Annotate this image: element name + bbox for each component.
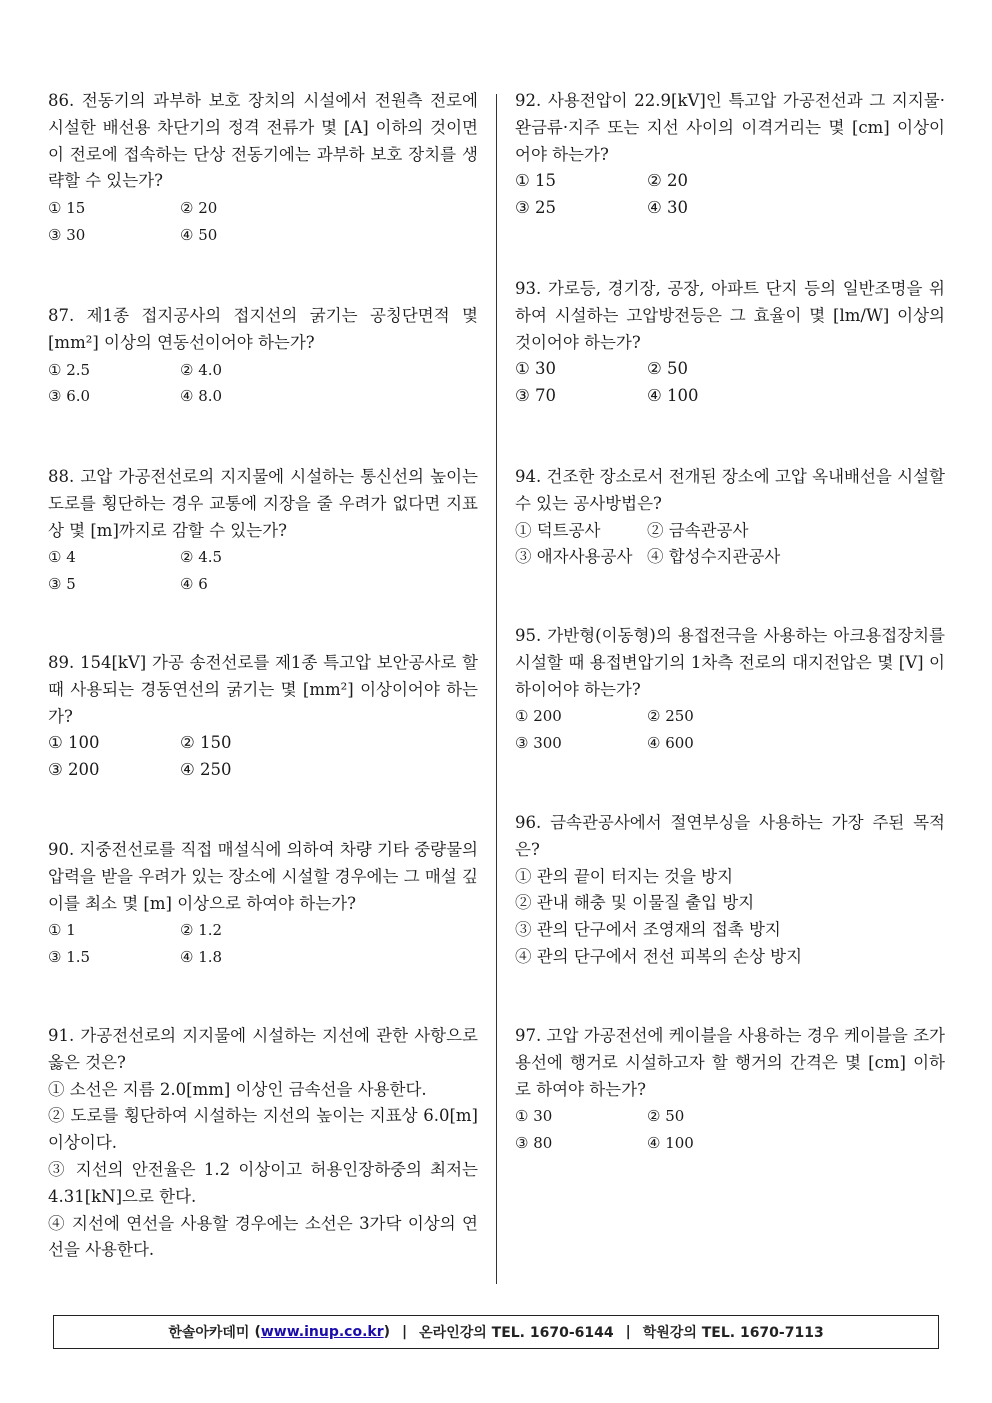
academy-lecture-phone: 학원강의 TEL. 1670-7113 [642, 1325, 824, 1341]
answer-options [515, 864, 945, 971]
answer-options [515, 168, 945, 222]
option-2[interactable]: ② 도로를 횡단하여 시설하는 지선의 높이는 지표상 6.0[m] 이상이다. [48, 1106, 478, 1153]
answer-options [515, 1103, 945, 1157]
question-stem: 88. 고압 가공전선로의 지지물에 시설하는 통신선의 높이는 도로를 횡단하는 경우 교통에 지장을 줄 우려가 없다면 지표상 몇 [m]까지로 감할 수 있는가? [48, 467, 478, 540]
question-89 [48, 650, 478, 784]
option-1[interactable]: ① 관의 끝이 터지는 것을 방지 [515, 866, 734, 886]
option-4[interactable]: ④ 관의 단구에서 전선 피복의 손상 방지 [515, 946, 803, 966]
question-93 [515, 276, 945, 410]
option-4[interactable]: ④ 지선에 연선을 사용할 경우에는 소선은 3가닥 이상의 연선을 사용한다. [48, 1213, 478, 1260]
question-97 [515, 1023, 945, 1157]
question-95 [515, 623, 945, 757]
option-4[interactable]: ④ 250 [180, 760, 232, 780]
answer-options [515, 356, 945, 410]
question-stem: 89. 154[kV] 가공 송전선로를 제1종 특고압 보안공사로 할 때 사용되는 경동연선의 굵기는 몇 [mm²] 이상이어야 하는가? [48, 653, 478, 726]
option-4[interactable]: ④ 100 [647, 386, 699, 406]
option-1[interactable]: ① 30 [515, 1107, 553, 1126]
question-stem: 97. 고압 가공전선에 케이블을 사용하는 경우 케이블을 조가용선에 행거로 시설하고자 할 행거의 간격은 몇 [cm] 이하로 하여야 하는가? [515, 1026, 945, 1099]
option-2[interactable]: ② 20 [647, 171, 689, 191]
answer-options [48, 730, 478, 784]
option-3[interactable]: ③ 80 [515, 1134, 553, 1153]
option-3[interactable]: ③ 애자사용공사 [515, 547, 633, 567]
answer-options [48, 357, 478, 411]
option-4[interactable]: ④ 30 [647, 198, 689, 218]
question-stem: 87. 제1종 접지공사의 접지선의 굵기는 공칭단면적 몇 [mm²] 이상의 연동선이어야 하는가? [48, 306, 478, 352]
academy-name: 한솔아카데미 [168, 1325, 250, 1341]
answer-options [515, 703, 945, 757]
option-2[interactable]: ② 20 [180, 199, 218, 218]
question-stem: 92. 사용전압이 22.9[kV]인 특고압 가공전선과 그 지지물·완금류·지주 또는 지선 사이의 이격거리는 몇 [cm] 이상이어야 하는가? [515, 91, 945, 164]
paren-open: ( [254, 1324, 261, 1340]
option-4[interactable]: ④ 합성수지관공사 [647, 547, 781, 567]
option-3[interactable]: ③ 6.0 [48, 387, 91, 406]
online-lecture-phone: 온라인강의 TEL. 1670-6144 [419, 1325, 614, 1341]
question-90 [48, 837, 478, 971]
option-3[interactable]: ③ 25 [515, 198, 557, 218]
option-2[interactable]: ② 150 [180, 733, 232, 753]
answer-options [48, 544, 478, 598]
option-3[interactable]: ③ 1.5 [48, 948, 91, 967]
question-stem: 90. 지중전선로를 직접 매설식에 의하여 차량 기타 중량물의 압력을 받을 우려가 있는 장소에 시설할 경우에는 그 매설 깊이를 최소 몇 [m] 이상으로 하여야 하는가? [48, 840, 478, 913]
question-86 [48, 88, 478, 249]
answer-options [48, 195, 478, 249]
page-footer [53, 1315, 939, 1349]
option-2[interactable]: ② 50 [647, 359, 689, 379]
answer-options [515, 518, 945, 572]
question-88 [48, 464, 478, 598]
option-1[interactable]: ① 1 [48, 921, 76, 940]
option-1[interactable]: ① 100 [48, 733, 100, 753]
option-3[interactable]: ③ 70 [515, 386, 557, 406]
option-1[interactable]: ① 15 [515, 171, 557, 191]
option-1[interactable]: ① 15 [48, 199, 86, 218]
answer-options [48, 917, 478, 971]
option-4[interactable]: ④ 6 [180, 575, 208, 594]
option-3[interactable]: ③ 30 [48, 225, 86, 244]
question-stem: 91. 가공전선로의 지지물에 시설하는 지선에 관한 사항으로 옳은 것은? [48, 1026, 478, 1072]
question-stem: 95. 가반형(이동형)의 용접전극을 사용하는 아크용접장치를 시설할 때 용접변압기의 1차측 전로의 대지전압은 몇 [V] 이하이어야 하는가? [515, 626, 945, 699]
answer-options [48, 1077, 478, 1265]
option-4[interactable]: ④ 600 [647, 734, 694, 753]
option-1[interactable]: ① 4 [48, 548, 76, 567]
option-2[interactable]: ② 250 [647, 707, 694, 726]
option-2[interactable]: ② 관내 해충 및 이물질 출입 방지 [515, 893, 755, 913]
option-3[interactable]: ③ 300 [515, 734, 562, 753]
footer-separator: | [402, 1324, 408, 1340]
option-3[interactable]: ③ 지선의 안전율은 1.2 이상이고 허용인장하중의 최저는 4.31[kN]으로 한다. [48, 1159, 478, 1206]
question-stem: 94. 건조한 장소로서 전개된 장소에 고압 옥내배선을 시설할 수 있는 공사방법은? [515, 467, 945, 513]
footer-separator: | [625, 1324, 631, 1340]
option-1[interactable]: ① 덕트공사 [515, 520, 601, 540]
column-divider [496, 94, 497, 1284]
question-96 [515, 810, 945, 971]
question-94 [515, 464, 945, 571]
question-stem: 86. 전동기의 과부하 보호 장치의 시설에서 전원측 전로에 시설한 배선용 차단기의 정격 전류가 몇 [A] 이하의 것이면 이 전로에 접속하는 단상 전동기에는 과부하 보호 장치를 생략할 수 있는가? [48, 91, 478, 191]
option-2[interactable]: ② 50 [647, 1107, 685, 1126]
option-4[interactable]: ④ 100 [647, 1134, 694, 1153]
option-2[interactable]: ② 4.0 [180, 360, 223, 379]
option-2[interactable]: ② 금속관공사 [647, 520, 749, 540]
question-87 [48, 303, 478, 410]
question-91 [48, 1023, 478, 1264]
option-2[interactable]: ② 1.2 [180, 921, 223, 940]
option-4[interactable]: ④ 50 [180, 225, 218, 244]
option-2[interactable]: ② 4.5 [180, 548, 223, 567]
option-1[interactable]: ① 200 [515, 707, 562, 726]
paren-close: ) [383, 1324, 391, 1340]
question-92 [515, 88, 945, 222]
question-stem: 96. 금속관공사에서 절연부싱을 사용하는 가장 주된 목적은? [515, 813, 945, 859]
question-stem: 93. 가로등, 경기장, 공장, 아파트 단지 등의 일반조명을 위하여 시설하는 고압방전등은 그 효율이 몇 [lm/W] 이상의 것이어야 하는가? [515, 279, 945, 352]
option-1[interactable]: ① 소선은 지름 2.0[mm] 이상인 금속선을 사용한다. [48, 1079, 427, 1099]
option-3[interactable]: ③ 5 [48, 575, 76, 594]
website-link[interactable]: www.inup.co.kr [260, 1324, 384, 1340]
option-4[interactable]: ④ 1.8 [180, 948, 223, 967]
option-4[interactable]: ④ 8.0 [180, 387, 223, 406]
option-3[interactable]: ③ 관의 단구에서 조영재의 접촉 방지 [515, 920, 781, 940]
option-1[interactable]: ① 2.5 [48, 360, 91, 379]
option-3[interactable]: ③ 200 [48, 760, 100, 780]
option-1[interactable]: ① 30 [515, 359, 557, 379]
